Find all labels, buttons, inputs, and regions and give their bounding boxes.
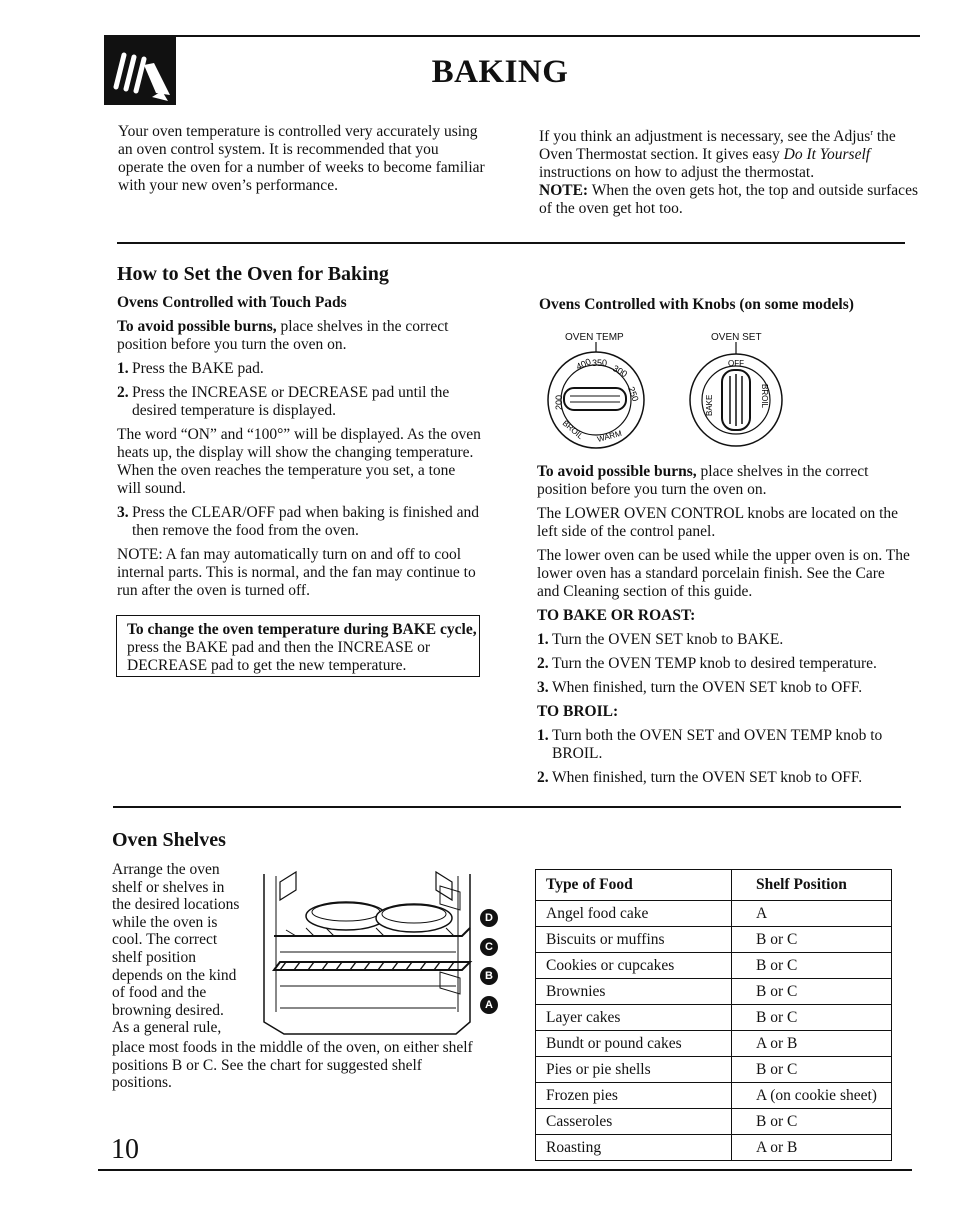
knob1-mark: 300	[611, 363, 630, 380]
page-title: BAKING	[431, 54, 569, 90]
list-item: 2. Press the INCREASE or DECREASE pad until the desired temperature is displayed.	[117, 384, 450, 419]
section-rule-1	[117, 242, 905, 244]
box-bold: To change the oven temperature during BAKE cycle,	[127, 621, 477, 638]
table-row: Brownies B or C	[536, 979, 892, 1005]
header-rule	[104, 35, 920, 37]
touch-caution-bold: To avoid possible burns,	[117, 318, 277, 335]
touch-step-3	[117, 504, 481, 540]
list-item: 2. When finished, turn the OVEN SET knob to OFF.	[537, 769, 863, 786]
oven-temp-knob	[540, 342, 660, 454]
table-header: Shelf Position	[732, 870, 892, 901]
table-row: Angel food cake A	[536, 901, 892, 927]
footer-rule	[98, 1169, 912, 1171]
list-item: 1. Turn both the OVEN SET and OVEN TEMP knob to BROIL.	[537, 727, 883, 762]
knob-caution-text: place shelves in the correct position before you turn the oven on.	[537, 463, 869, 498]
knob-caution	[537, 463, 911, 499]
oven-shelf-illustration	[256, 862, 478, 1040]
touch-subheading: Ovens Controlled with Touch Pads	[117, 294, 347, 311]
table-row: Pies or pie shells B or C	[536, 1057, 892, 1083]
knob2-mark: BAKE	[705, 394, 714, 416]
oven-set-knob	[684, 342, 794, 454]
knob1-mark: BROIL	[560, 418, 585, 441]
touch-note-label: NOTE	[117, 546, 159, 563]
shelves-text-wide: place most foods in the middle of the oven, on either shelf positions B or C. See the chart for suggested shelf positions.	[112, 1039, 473, 1092]
table-row: Casseroles B or C	[536, 1109, 892, 1135]
table-row: Bundt or pound cakes A or B	[536, 1031, 892, 1057]
knob1-mark: 200	[554, 394, 564, 410]
section-rule-2	[113, 806, 901, 808]
table-header-row	[536, 870, 892, 901]
shelf-position-badge: B	[480, 967, 498, 985]
shelf-position-badge: C	[480, 938, 498, 956]
touch-steps	[117, 360, 481, 420]
intro-right-pre2: the Oven Thermostat section. It gives easy	[539, 128, 896, 164]
table-row: Cookies or cupcakes B or C	[536, 953, 892, 979]
table-row: Frozen pies A (on cookie sheet)	[536, 1083, 892, 1109]
table-row: Roasting A or B	[536, 1135, 892, 1161]
touch-note	[117, 546, 481, 600]
section-heading-how-to: How to Set the Oven for Baking	[117, 263, 389, 285]
list-item: 3. Press the CLEAR/OFF pad when baking is finished and then remove the food from the oven.	[117, 504, 480, 539]
touch-note-text: : A fan may automatically turn on and off to cool internal parts. This is normal, and the fan may continue to run after the oven is turned off.	[117, 546, 476, 599]
table-header: Type of Food	[536, 870, 732, 901]
oven-set-knob-label: OVEN SET	[711, 332, 762, 343]
intro-right: If you think an adjustment is necessary, see the Adjus$^r$ the Oven Thermostat section. It gives easy Do It Yourself instructions on how to adjust the thermostat. NOTE: When the oven gets hot, the top and outside surfaces of the oven get hot too.	[539, 128, 918, 218]
knob1-mark: WARM	[596, 428, 623, 444]
section-heading-shelves: Oven Shelves	[112, 829, 226, 851]
touch-caution-text: place shelves in the correct position before you turn the oven on.	[117, 318, 449, 353]
knobs-subheading: Ovens Controlled with Knobs (on some models)	[539, 296, 854, 313]
box-text: press the BAKE pad and then the INCREASE or DECREASE pad to get the new temperature.	[127, 639, 431, 674]
broil-heading: TO BROIL:	[537, 703, 619, 720]
table-row: Layer cakes B or C	[536, 1005, 892, 1031]
temperature-change-box	[116, 615, 480, 677]
knob2-mark: OFF	[728, 359, 744, 368]
broil-steps	[537, 727, 911, 787]
shelves-text-narrow: Arrange the oven shelf or shelves in the desired locations while the oven is cool. The correct shelf position depends on the kind of food and the browning desired. As a general rule,	[112, 861, 240, 1037]
bake-heading: TO BAKE OR ROAST:	[537, 607, 696, 624]
knob1-mark: 400	[574, 356, 593, 372]
knob1-mark: 250	[626, 385, 641, 403]
intro-note-label: NOTE:	[539, 182, 589, 200]
knob2-mark: BROIL	[760, 384, 769, 409]
intro-right-post: instructions on how to adjust the thermostat.	[539, 164, 815, 182]
knob-column	[537, 463, 911, 793]
oven-temp-knob-label: OVEN TEMP	[565, 332, 624, 343]
touch-caution	[117, 318, 481, 354]
intro-right-pre: If you think an adjustment is necessary, see the Adjus	[539, 128, 871, 146]
hand-oven-mitt-icon	[104, 35, 176, 105]
bake-steps	[537, 631, 911, 697]
page-number: 10	[111, 1134, 139, 1165]
list-item: 1. Turn the OVEN SET knob to BAKE.	[537, 631, 784, 648]
intro-left	[118, 123, 488, 195]
shelf-position-badge: D	[480, 909, 498, 927]
knob-para-2: The lower oven can be used while the upper oven is on. The lower oven has a standard porcelain finish. See the Care and Cleaning section of this guide.	[537, 547, 910, 600]
knob1-mark: 350	[592, 358, 608, 368]
list-item: 1. Press the BAKE pad.	[117, 360, 264, 377]
shelf-position-table	[535, 869, 892, 1161]
touch-pad-column	[117, 294, 481, 606]
knob-para-1: The LOWER OVEN CONTROL knobs are located on the left side of the control panel.	[537, 505, 899, 540]
table-row: Biscuits or muffins B or C	[536, 927, 892, 953]
intro-right-italic: Do It Yourself	[783, 146, 871, 164]
baking-logo	[104, 35, 176, 105]
shelf-position-badge: A	[480, 996, 498, 1014]
list-item: 3. When finished, turn the OVEN SET knob to OFF.	[537, 679, 863, 696]
knob-caution-bold: To avoid possible burns,	[537, 463, 697, 480]
intro-note-text: When the oven gets hot, the top and outside surfaces of the oven get hot too.	[539, 182, 918, 218]
display-text: The word “ON” and “100°” will be displayed. As the oven heats up, the display will show the changing temperature. When the oven reaches the temperature you set, a tone will sound.	[117, 426, 481, 497]
intro-left-text: Your oven temperature is controlled very accurately using an oven control system. It is recommended that you operate the oven for a number of weeks to become familiar with your new oven’s performance.	[118, 123, 485, 194]
list-item: 2. Turn the OVEN TEMP knob to desired temperature.	[537, 655, 877, 672]
